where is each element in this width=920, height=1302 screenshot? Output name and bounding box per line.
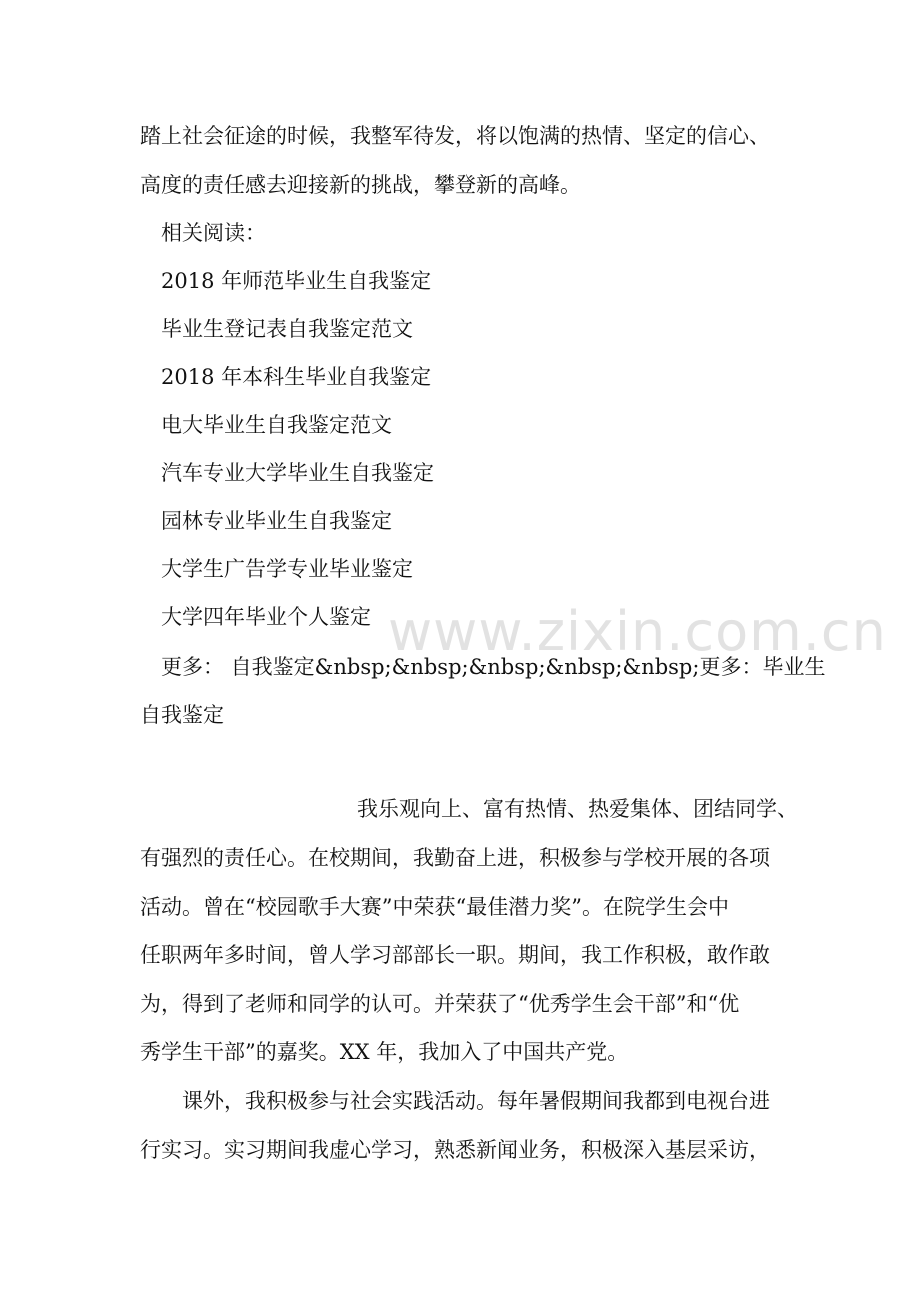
intro-line-2: 高度的责任感去迎接新的挑战，攀登新的高峰。: [140, 173, 581, 197]
related-link-4[interactable]: 电大毕业生自我鉴定范文: [161, 413, 392, 437]
para1-line-2: 有强烈的责任心。在校期间，我勤奋上进，积极参与学校开展的各项: [140, 846, 770, 870]
more-links-line-1[interactable]: 更多： 自我鉴定&nbsp;&nbsp;&nbsp;&nbsp;&nbsp;更多：毕业生: [161, 655, 826, 679]
related-link-6[interactable]: 园林专业毕业生自我鉴定: [161, 509, 392, 533]
para1-line-1: 我乐观向上、富有热情、热爱集体、团结同学、: [357, 797, 798, 821]
related-link-3[interactable]: 2018 年本科生毕业自我鉴定: [161, 365, 432, 389]
para1-line-3: 活动。曾在“校园歌手大赛”中荣获“最佳潜力奖”。在院学生会中: [140, 895, 729, 919]
related-link-7[interactable]: 大学生广告学专业毕业鉴定: [161, 557, 413, 581]
para1-line-5: 为，得到了老师和同学的认可。并荣获了“优秀学生会干部”和“优: [140, 992, 740, 1016]
related-link-2[interactable]: 毕业生登记表自我鉴定范文: [161, 317, 413, 341]
para1-line-6: 秀学生干部”的嘉奖。XX 年，我加入了中国共产党。: [140, 1040, 629, 1064]
para2-line-1: 课外，我积极参与社会实践活动。每年暑假期间我都到电视台进: [182, 1089, 770, 1113]
related-link-8[interactable]: 大学四年毕业个人鉴定: [161, 605, 371, 629]
related-link-5[interactable]: 汽车专业大学毕业生自我鉴定: [161, 461, 434, 485]
para1-line-4: 任职两年多时间，曾人学习部部长一职。期间，我工作积极，敢作敢: [140, 943, 770, 967]
para2-line-2: 行实习。实习期间我虚心学习，熟悉新闻业务，积极深入基层采访，: [140, 1138, 770, 1162]
related-link-1[interactable]: 2018 年师范毕业生自我鉴定: [161, 269, 432, 293]
related-heading: 相关阅读：: [161, 221, 266, 245]
intro-line-1: 踏上社会征途的时候，我整军待发，将以饱满的热情、坚定的信心、: [140, 124, 770, 148]
watermark: www.zixin.com.cn: [388, 600, 887, 663]
more-links-line-2[interactable]: 自我鉴定: [140, 703, 224, 727]
